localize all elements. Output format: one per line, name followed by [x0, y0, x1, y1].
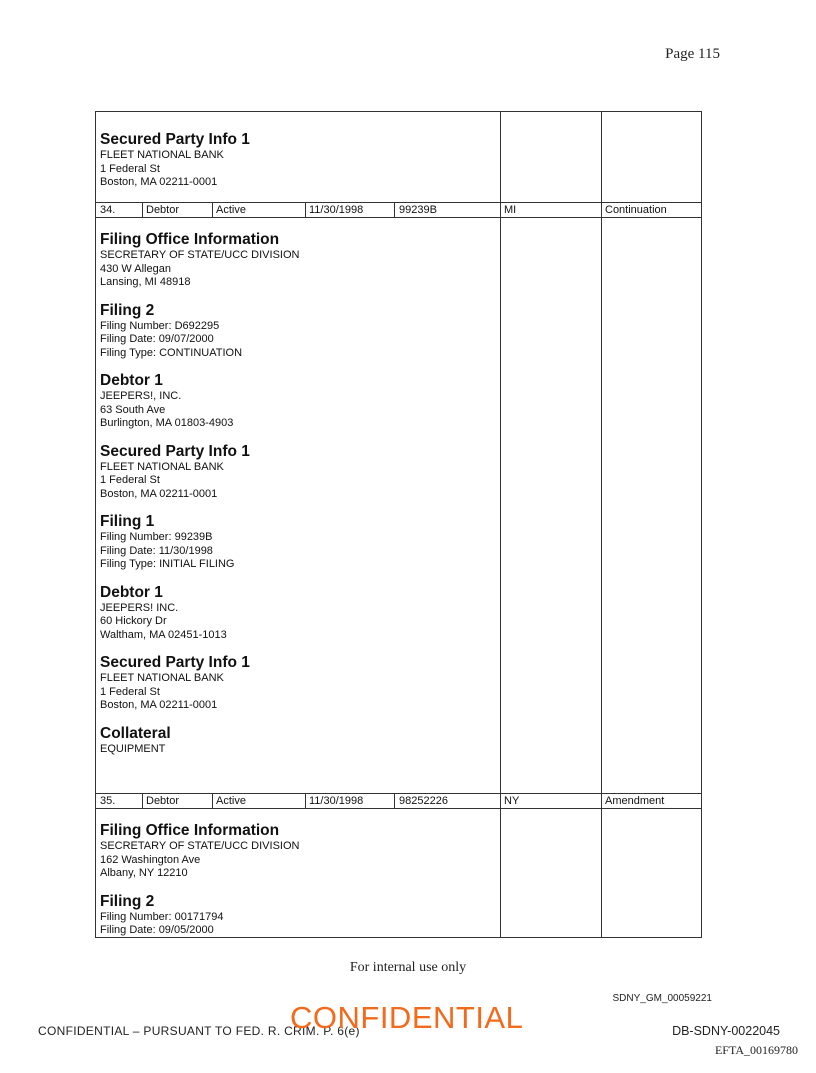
section-heading: Collateral: [100, 724, 171, 742]
section-line: Filing Type: CONTINUATION: [100, 346, 243, 359]
column-divider: [500, 112, 501, 937]
section-line: FLEET NATIONAL BANK: [100, 672, 224, 684]
row-role: Debtor: [146, 795, 180, 807]
section-line: Burlington, MA 01803-4903: [100, 417, 234, 429]
section-heading: Filing Office Information: [100, 822, 280, 839]
section-line: EQUIPMENT: [100, 742, 166, 755]
section-heading: Secured Party Info 1: [100, 131, 250, 148]
record-section: [100, 893, 500, 938]
section-line: 1 Federal St: [100, 162, 160, 175]
efta-number: EFTA_00169780: [714, 1043, 798, 1057]
section-line: SECRETARY OF STATE/UCC DIVISION: [100, 249, 300, 261]
row-status: Active: [216, 795, 246, 807]
row-number: 34.: [100, 204, 116, 216]
section-line: Albany, NY 12210: [100, 867, 188, 879]
record-section: [100, 513, 500, 572]
confidential-stamp: CONFIDENTIAL: [290, 1000, 524, 1035]
row-file-number: 99239B: [399, 204, 437, 216]
document-id: DB-SDNY-0022045: [672, 1024, 780, 1038]
row-filing-type: Continuation: [605, 204, 667, 216]
block-bottom: [96, 822, 500, 938]
row-state: NY: [504, 795, 520, 807]
section-heading: Filing 2: [100, 892, 155, 910]
section-line: Boston, MA 02211-0001: [100, 699, 218, 711]
section-line: Filing Number: 99239B: [100, 531, 213, 543]
record-section: [100, 372, 500, 431]
section-line: Filing Number: D692295: [100, 319, 220, 332]
block-mid: [96, 231, 500, 768]
record-section: [100, 302, 500, 361]
bates-number: SDNY_GM_00059221: [612, 993, 712, 1004]
section-line: 162 Washington Ave: [100, 853, 201, 866]
section-line: Filing Date: 09/07/2000: [100, 333, 214, 345]
section-line: JEEPERS! INC.: [100, 601, 179, 614]
section-line: SECRETARY OF STATE/UCC DIVISION: [100, 840, 300, 852]
filing-report-table: [95, 111, 702, 938]
section-line: JEEPERS!, INC.: [100, 390, 182, 402]
section-line: 1 Federal St: [100, 685, 160, 698]
section-line: 1 Federal St: [100, 474, 160, 486]
section-line: Boston, MA 02211-0001: [100, 176, 218, 188]
row-filing-date: 11/30/1998: [309, 795, 364, 807]
section-heading: Debtor 1: [100, 372, 163, 389]
record-section: [100, 443, 500, 502]
section-line: 430 W Allegan: [100, 262, 171, 275]
filing-row-34: [96, 202, 701, 218]
section-line: Filing Number: 00171794: [100, 910, 224, 923]
section-line: Filing Date: 09/05/2000: [100, 924, 214, 936]
record-section: [100, 822, 500, 881]
row-filing-type: Amendment: [605, 795, 665, 807]
column-divider: [601, 112, 602, 937]
record-section: [100, 131, 500, 190]
row-status: Active: [216, 204, 246, 216]
section-heading: Filing 1: [100, 513, 155, 530]
row-filing-date: 11/30/1998: [309, 204, 364, 216]
section-line: Lansing, MI 48918: [100, 276, 191, 288]
record-section: [100, 725, 500, 757]
section-heading: Debtor 1: [100, 583, 163, 601]
row-file-number: 98252226: [399, 795, 448, 807]
section-line: 60 Hickory Dr: [100, 615, 167, 627]
section-heading: Filing 2: [100, 301, 155, 319]
row-state: MI: [504, 204, 517, 216]
row-role: Debtor: [146, 204, 180, 216]
page-number: Page 115: [665, 46, 720, 62]
filing-row-35: [96, 793, 701, 809]
record-section: [100, 654, 500, 713]
section-heading: Secured Party Info 1: [100, 654, 250, 671]
section-line: 63 South Ave: [100, 403, 166, 416]
section-line: Waltham, MA 02451-1013: [100, 628, 227, 641]
section-line: Filing Date: 11/30/1998: [100, 544, 213, 557]
section-line: Boston, MA 02211-0001: [100, 487, 218, 500]
block-top: [96, 131, 500, 202]
section-line: FLEET NATIONAL BANK: [100, 460, 224, 473]
record-section: [100, 231, 500, 290]
row-number: 35.: [100, 795, 116, 807]
internal-use-note: For internal use only: [349, 960, 467, 975]
section-heading: Secured Party Info 1: [100, 442, 250, 460]
record-section: [100, 584, 500, 643]
confidentiality-legend: CONFIDENTIAL – PURSUANT TO FED. R. CRIM. P. 6(e): [38, 1024, 360, 1038]
section-line: Filing Type: INITIAL FILING: [100, 558, 235, 570]
section-heading: Filing Office Information: [100, 231, 280, 248]
section-line: FLEET NATIONAL BANK: [100, 149, 224, 161]
